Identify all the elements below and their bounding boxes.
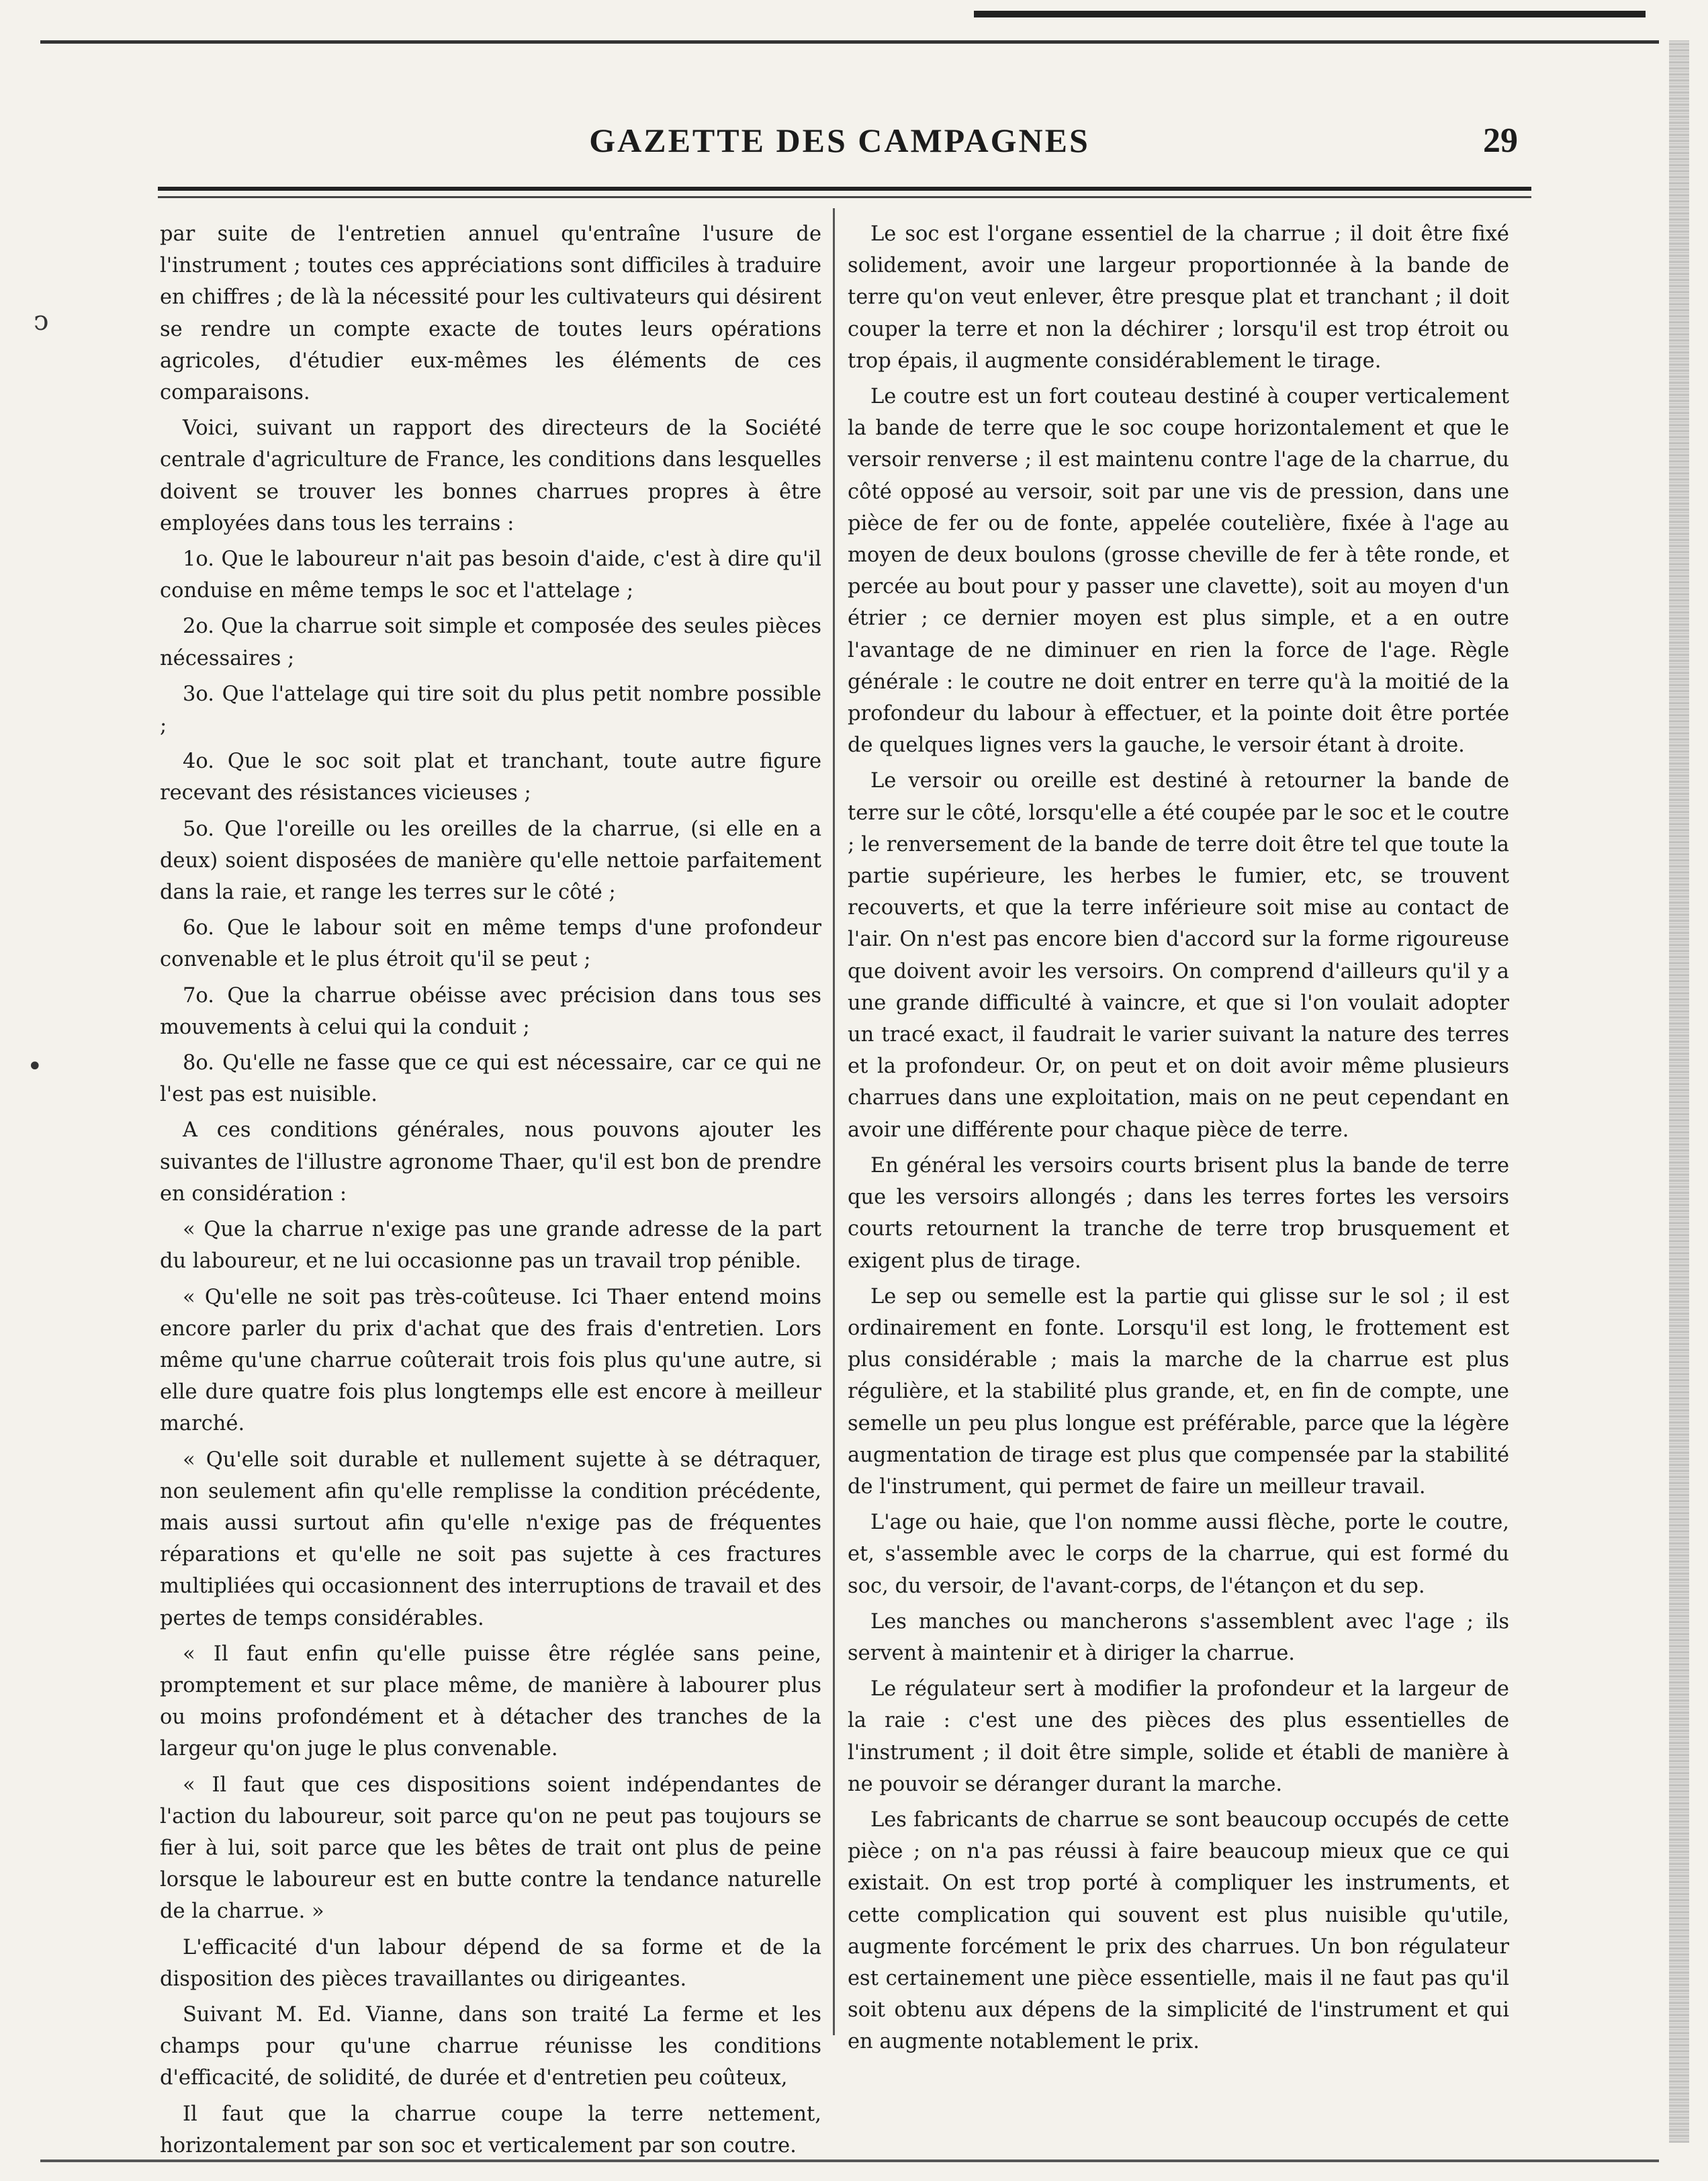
left-column bbox=[160, 218, 821, 2157]
quote-paragraph: « Que la charrue n'exige pas une grande adresse de la part du laboureur, et ne lui occasionne pas un travail trop pénible. bbox=[160, 1218, 821, 1274]
column-divider bbox=[833, 208, 835, 2035]
newspaper-title: GAZETTE DES CAMPAGNES bbox=[589, 122, 1090, 159]
list-item: 4o. Que le soc soit plat et tranchant, toute autre figure recevant des résistances vicieuses ; bbox=[160, 750, 821, 805]
paragraph: Le coutre est un fort couteau destiné à couper verticalement la bande de terre que le soc coupe horizontalement et que le versoir renverse ; il est maintenu contre l'age de la charrue, du côté opposé au versoir, soit par une vis de pression, dans une pièce de fer ou de fonte, appelée coutelière, fixée à l'age au moyen de deux boulons (grosse cheville de fer à tête ronde, et percée au bout pour y passer une clavette), soit au moyen d'un étrier ; ce dernier moyen est plus simple, et a en outre l'avantage de ne diminuer en rien la force de l'age. Règle générale : le coutre ne doit entrer en terre qu'à la moitié de la profondeur du labour à effectuer, et la pointe doit être portée de quelques lignes vers la gauche, le versoir étant à droite. bbox=[848, 385, 1509, 758]
margin-mark: • bbox=[27, 1051, 43, 1082]
paragraph: Le sep ou semelle est la partie qui glisse sur le sol ; il est ordinairement en fonte. Lorsqu'il est long, le frottement est plus considérable ; mais la marche de la charrue est plus régulière, et la stabilité plus grande, et, en fin de compte, une semelle un peu plus longue est préférable, parce que la légère augmentation de tirage est plus que compensée par la stabilité de l'instrument, qui permet de faire un meilleur travail. bbox=[848, 1284, 1509, 1499]
list-item: 7o. Que la charrue obéisse avec précision dans tous ses mouvements à celui qui la conduit ; bbox=[160, 983, 821, 1039]
list-item: 6o. Que le labour soit en même temps d'une profondeur convenable et le plus étroit qu'il se peut ; bbox=[160, 916, 821, 972]
list-item: 2o. Que la charrue soit simple et composée des seules pièces nécessaires ; bbox=[160, 615, 821, 670]
paragraph: Voici, suivant un rapport des directeurs de la Société centrale d'agriculture de France, les conditions dans lesquelles doivent se trouver les bonnes charrues propres à être employées dans tous les terrains : bbox=[160, 416, 821, 535]
list-item: 1o. Que le laboureur n'ait pas besoin d'aide, c'est à dire qu'il conduise en même temps le soc et l'attelage ; bbox=[160, 547, 821, 603]
scan-edge bbox=[1669, 40, 1689, 2143]
bottom-rule bbox=[40, 2160, 1659, 2162]
header-rule-thin bbox=[158, 196, 1531, 198]
paragraph: Suivant M. Ed. Vianne, dans son traité La ferme et les champs pour qu'une charrue réunisse les conditions d'efficacité, de solidité, de durée et d'entretien peu coûteux, bbox=[160, 2002, 821, 2090]
paragraph: Les fabricants de charrue se sont beaucoup occupés de cette pièce ; on n'a pas réussi à faire beaucoup mieux que ce qui existait. On est trop porté à compliquer les instruments, et cette complication qui souvent est plus nuisible qu'utile, augmente forcément le prix des charrues. Un bon régulateur est certainement une pièce essentielle, mais il ne faut pas qu'il soit obtenu aux dépens de la simplicité de l'instrument et qui en augmente notablement le prix. bbox=[848, 1808, 1509, 2054]
quote-paragraph: « Il faut enfin qu'elle puisse être réglée sans peine, promptement et sur place même, de manière à labourer plus ou moins profondément et à détacher des tranches de la largeur qu'on juge le plus convenable. bbox=[160, 1642, 821, 1761]
list-item: 8o. Qu'elle ne fasse que ce qui est nécessaire, car ce qui ne l'est pas est nuisible. bbox=[160, 1051, 821, 1107]
paragraph: Le régulateur sert à modifier la profondeur et la largeur de la raie : c'est une des pièces des plus essentielles de l'instrument ; il doit être simple, solide et établi de manière à ne pouvoir se déranger durant la marche. bbox=[848, 1677, 1509, 1796]
quote-paragraph: « Il faut que ces dispositions soient indépendantes de l'action du laboureur, soit parce qu'on ne peut pas toujours se fier à lui, soit parce que les bêtes de trait ont plus de peine lorsque le laboureur est en butte contre la tendance naturelle de la charrue. » bbox=[160, 1773, 821, 1924]
paragraph: L'efficacité d'un labour dépend de sa forme et de la disposition des pièces travaillantes ou dirigeantes. bbox=[160, 1935, 821, 1991]
paragraph: Le soc est l'organe essentiel de la charrue ; il doit être fixé solidement, avoir une largeur proportionnée à la bande de terre qu'on veut enlever, être presque plat et tranchant ; il doit couper la terre et non la déchirer ; lorsqu'il est trop étroit ou trop épais, il augmente considérablement le tirage. bbox=[848, 222, 1509, 373]
paragraph: L'age ou haie, que l'on nomme aussi flèche, porte le coutre, et, s'assemble avec le corps de la charrue, qui est formé du soc, du versoir, de l'avant-corps, de l'étançon et du sep. bbox=[848, 1511, 1509, 1598]
top-rule bbox=[974, 11, 1646, 17]
top-border-rule bbox=[40, 40, 1659, 44]
list-item: 5o. Que l'oreille ou les oreilles de la charrue, (si elle en a deux) soient disposées de manière qu'elle nettoie parfaitement dans la raie, et range les terres sur le côté ; bbox=[160, 817, 821, 905]
paragraph: Il faut que la charrue coupe la terre nettement, horizontalement par son soc et verticalement par son coutre. bbox=[160, 2102, 821, 2157]
paragraph: Les manches ou mancherons s'assemblent avec l'age ; ils servent à maintenir et à diriger la charrue. bbox=[848, 1609, 1509, 1665]
list-item: 3o. Que l'attelage qui tire soit du plus petit nombre possible ; bbox=[160, 682, 821, 738]
page-header bbox=[161, 121, 1518, 175]
paragraph: Le versoir ou oreille est destiné à retourner la bande de terre sur le côté, lorsqu'elle a été coupée par le soc et le coutre ; le renversement de la bande de terre doit être tel que toute la partie supérieure, les herbes le fumier, etc, se trouvent recouverts, et que la terre inférieure soit mise au contact de l'air. On n'est pas encore bien d'accord sur la forme rigoureuse que doivent avoir les versoirs. On comprend d'ailleurs qu'il y a une grande difficulté à vaincre, et que si l'on voulait adopter un tracé exact, il faudrait le varier suivant la nature des terres et la profondeur. Or, on peut et on doit avoir même plusieurs charrues dans une exploitation, mais on ne peut cependant en avoir une différente pour chaque pièce de terre. bbox=[848, 769, 1509, 1142]
quote-paragraph: « Qu'elle soit durable et nullement sujette à se détraquer, non seulement afin qu'elle remplisse la condition précédente, mais aussi surtout afin qu'elle n'exige pas de fréquentes réparations et qu'elle ne soit pas sujette à ces fractures multipliées qui occasionnent des interruptions de travail et des pertes de temps considérables. bbox=[160, 1448, 821, 1630]
page-number: 29 bbox=[1483, 122, 1518, 160]
margin-mark: ↄ bbox=[34, 306, 49, 337]
header-rule bbox=[158, 187, 1531, 191]
quote-paragraph: « Qu'elle ne soit pas très-coûteuse. Ici Thaer entend moins encore parler du prix d'achat que des frais d'entretien. Lors même qu'une charrue coûterait trois fois plus qu'une autre, si elle dure quatre fois plus longtemps elle est encore à meilleur marché. bbox=[160, 1285, 821, 1436]
paragraph: A ces conditions générales, nous pouvons ajouter les suivantes de l'illustre agronome Thaer, qu'il est bon de prendre en considération : bbox=[160, 1118, 821, 1206]
paragraph: par suite de l'entretien annuel qu'entraîne l'usure de l'instrument ; toutes ces appréciations sont difficiles à traduire en chiffres ; de là la nécessité pour les cultivateurs qui désirent se rendre un compte exacte de toutes leurs opérations agricoles, d'étudier eux-mêmes les éléments de ces comparaisons. bbox=[160, 222, 821, 405]
paragraph: En général les versoirs courts brisent plus la bande de terre que les versoirs allongés ; dans les terres fortes les versoirs courts retournent la tranche de terre trop brusquement et exigent plus de tirage. bbox=[848, 1153, 1509, 1273]
right-column bbox=[848, 218, 1509, 2054]
